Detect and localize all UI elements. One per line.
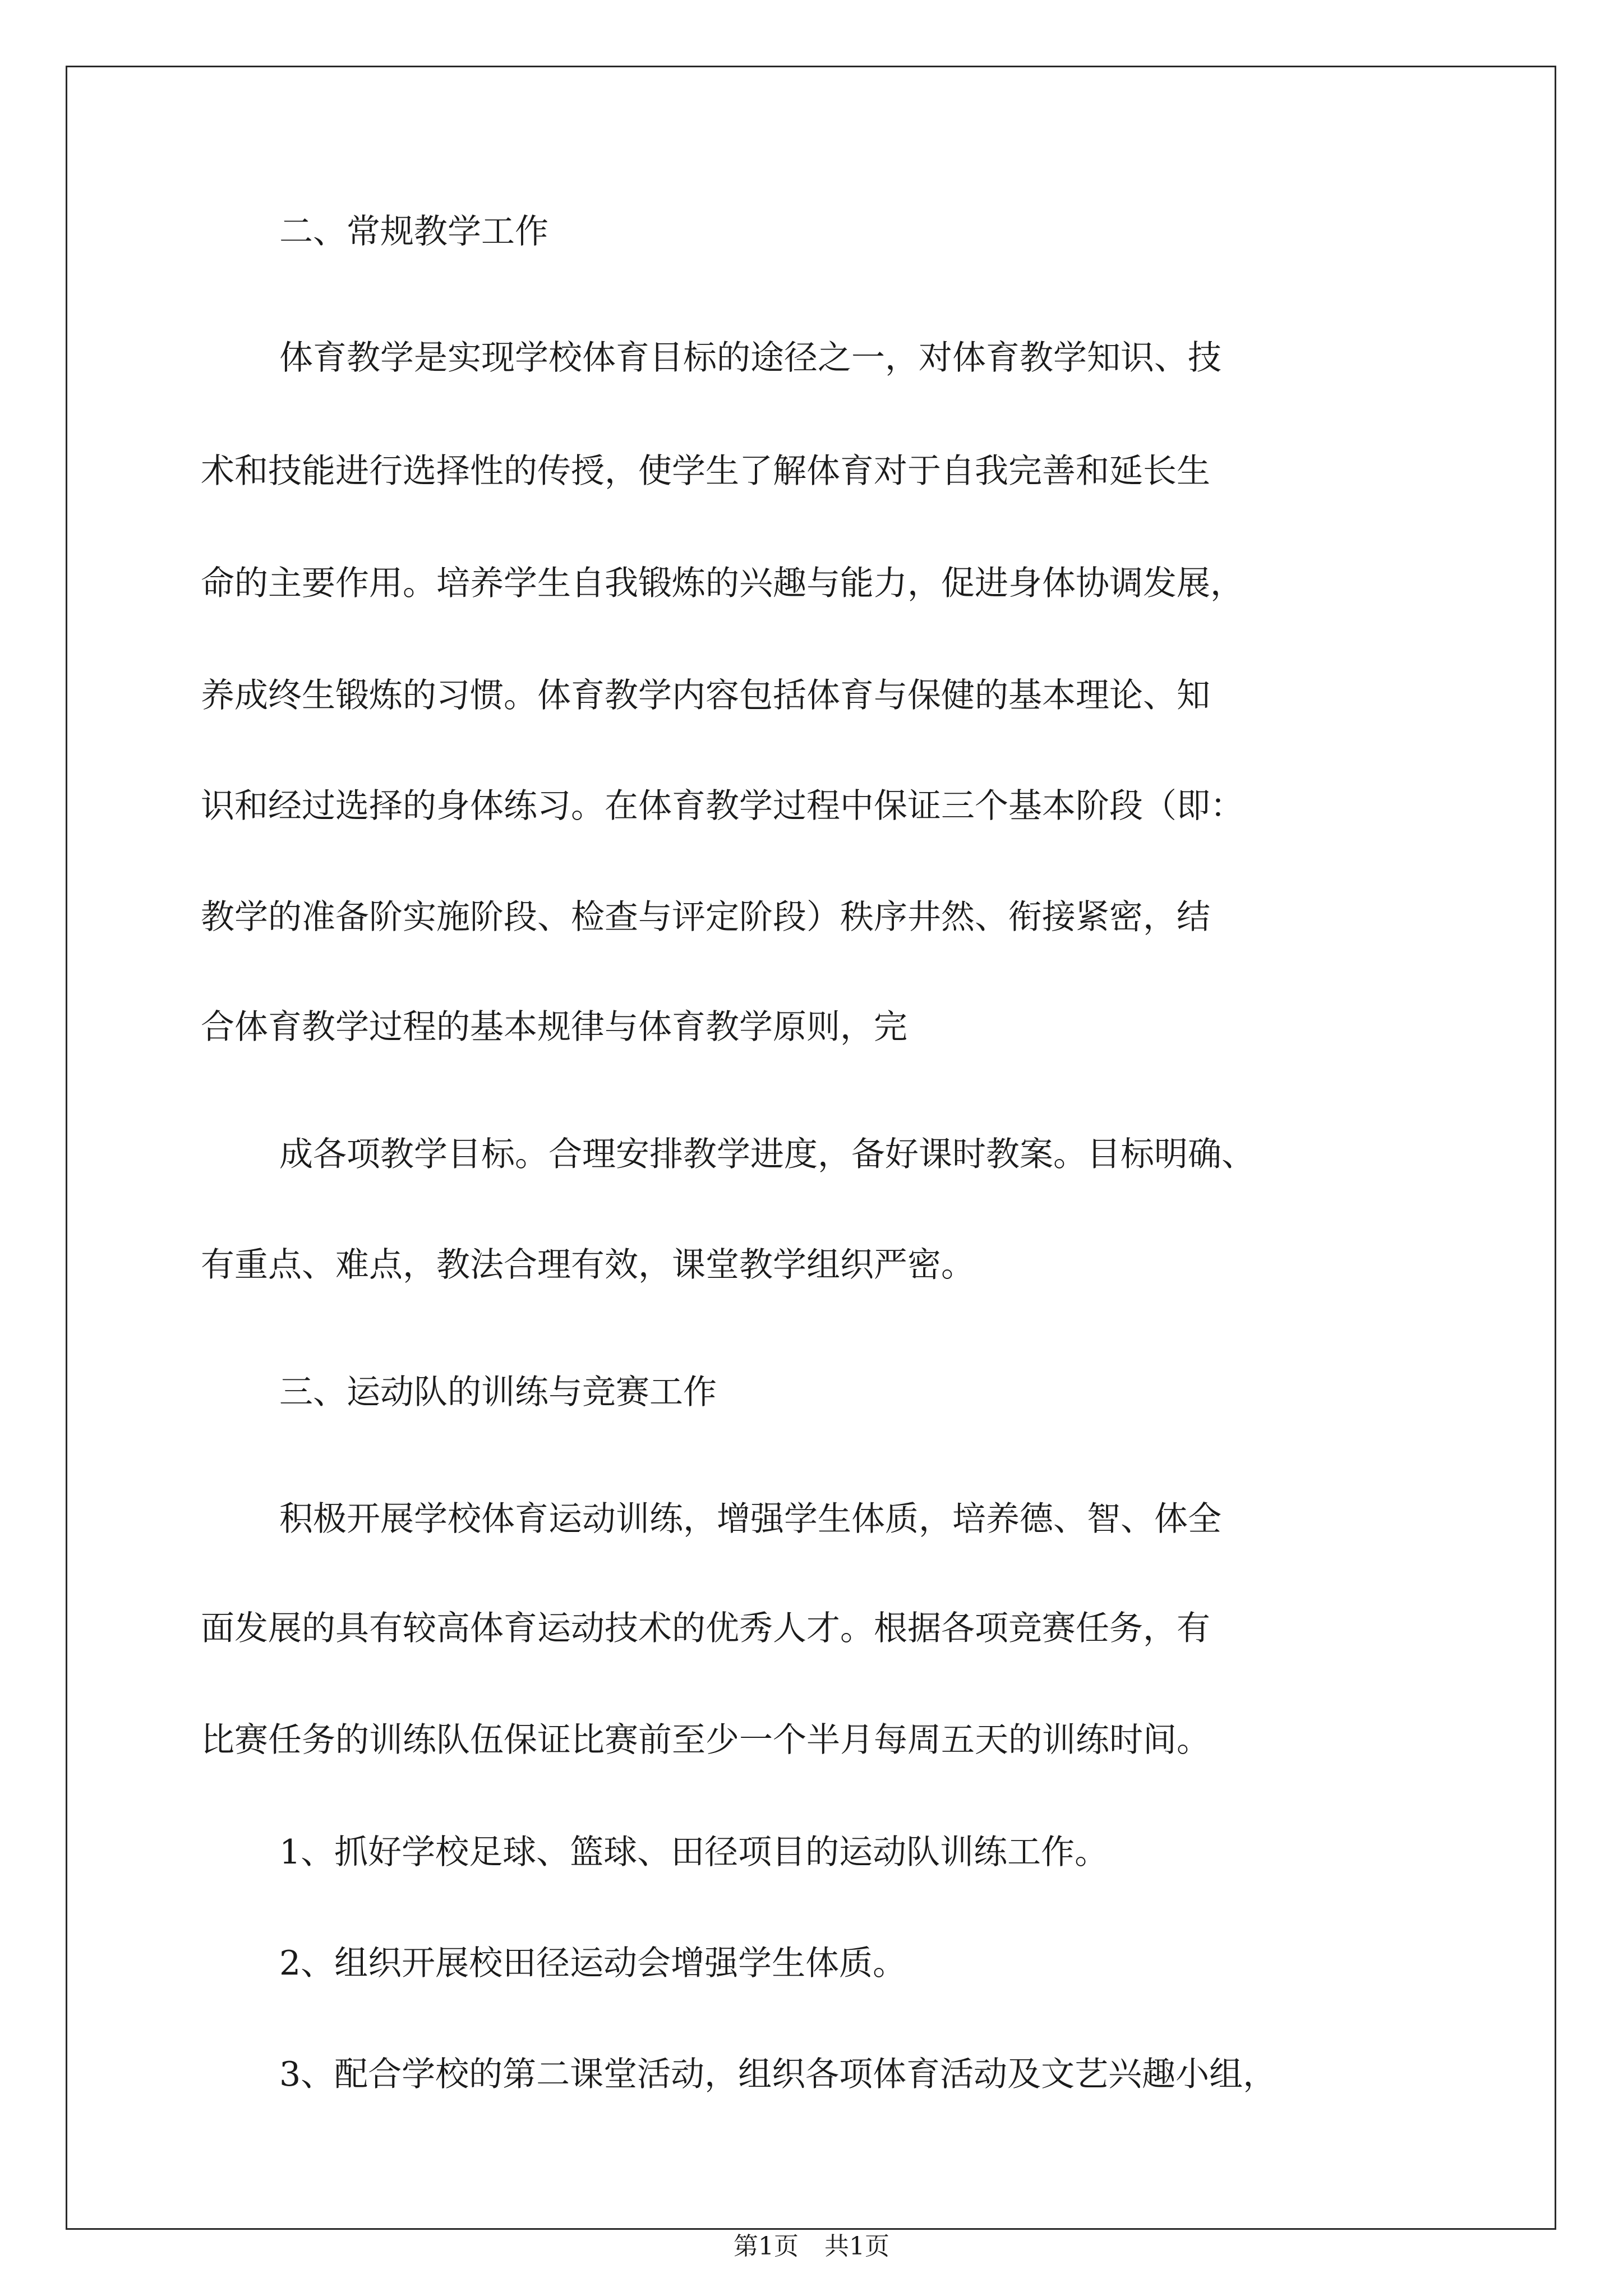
paragraph-line: 成各项教学目标。合理安排教学进度，备好课时教案。目标明确、 xyxy=(279,1135,1255,1174)
paragraph-line: 教学的准备阶实施阶段、检查与评定阶段）秩序井然、衔接紧密，结 xyxy=(201,898,1210,937)
paragraph-line: 合体育教学过程的基本规律与体育教学原则，完 xyxy=(201,1007,907,1047)
paragraph-line: 识和经过选择的身体练习。在体育教学过程中保证三个基本阶段（即： xyxy=(201,786,1244,826)
paragraph-line: 术和技能进行选择性的传授，使学生了解体育对于自我完善和延长生 xyxy=(201,452,1210,491)
paragraph-line: 面发展的具有较高体育运动技术的优秀人才。根据各项竞赛任务，有 xyxy=(201,1609,1210,1648)
page-footer xyxy=(0,2230,1623,2263)
paragraph-line: 有重点、难点，教法合理有效，课堂教学组织严密。 xyxy=(201,1245,975,1285)
paragraph-line: 比赛任务的训练队伍保证比赛前至少一个半月每周五天的训练时间。 xyxy=(201,1720,1210,1760)
list-item: 3、配合学校的第二课堂活动，组织各项体育活动及文艺兴趣小组， xyxy=(279,2055,1277,2094)
page-number: 第1页 xyxy=(734,2232,799,2261)
list-item: 1、抓好学校足球、篮球、田径项目的运动队训练工作。 xyxy=(279,1833,1109,1872)
paragraph-line: 养成终生锻炼的习惯。体育教学内容包括体育与保健的基本理论、知 xyxy=(201,676,1210,715)
section-heading: 三、运动队的训练与竞赛工作 xyxy=(279,1373,717,1412)
section-heading: 二、常规教学工作 xyxy=(279,212,548,251)
paragraph-line: 积极开展学校体育运动训练，增强学生体质，培养德、智、体全 xyxy=(279,1499,1221,1539)
list-item: 2、组织开展校田径运动会增强学生体质。 xyxy=(279,1944,907,1983)
paragraph-line: 体育教学是实现学校体育目标的途径之一，对体育教学知识、技 xyxy=(279,338,1221,378)
page-total: 共1页 xyxy=(824,2232,889,2261)
paragraph-line: 命的主要作用。培养学生自我锻炼的兴趣与能力，促进身体协调发展， xyxy=(201,564,1244,603)
